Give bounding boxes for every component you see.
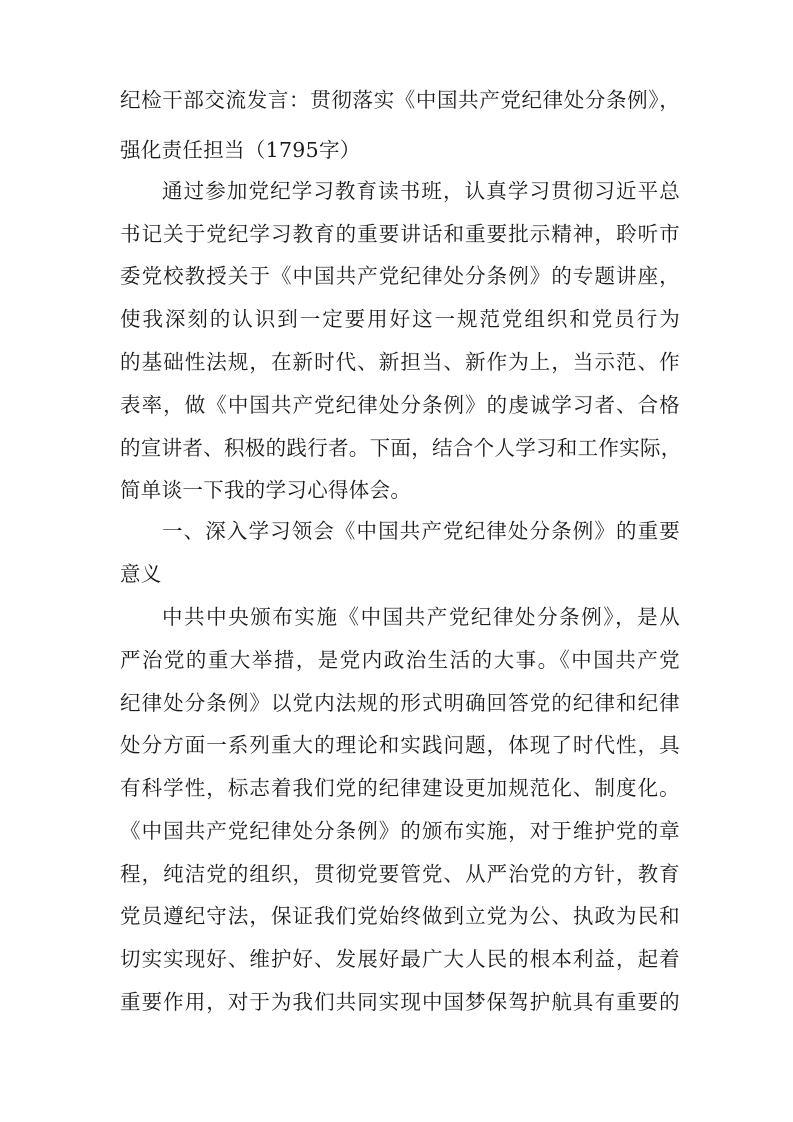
paragraph-line: 切实实现好、维护好、发展好最广大人民的根本利益，起着 <box>120 947 680 971</box>
heading-line: 意义 <box>120 562 162 586</box>
paragraph-line: 重要作用，对于为我们共同实现中国梦保驾护航具有重要的 <box>120 990 680 1014</box>
paragraph-line: 有科学性，标志着我们党的纪律建设更加规范化、制度化。 <box>120 776 680 800</box>
paragraph-line: 使我深刻的认识到一定要用好这一规范党组织和党员行为 <box>120 307 680 331</box>
title-line: 纪检干部交流发言：贯彻落实《中国共产党纪律处分条例》， <box>120 88 680 112</box>
paragraph-line: 严治党的重大举措，是党内政治生活的大事。《中国共产党 <box>120 648 680 672</box>
paragraph-line: 处分方面一系列重大的理论和实践问题，体现了时代性，具 <box>120 733 680 757</box>
paragraph-line: 纪律处分条例》以党内法规的形式明确回答党的纪律和纪律 <box>120 691 680 715</box>
paragraph-line: 表率，做《中国共产党纪律处分条例》的虔诚学习者、合格 <box>120 393 680 417</box>
paragraph-line: 中共中央颁布实施《中国共产党纪律处分条例》，是从 <box>162 605 680 629</box>
paragraph-line: 程，纯洁党的组织，贯彻党要管党、从严治党的方针，教育 <box>120 862 680 886</box>
paragraph-line: 书记关于党纪学习教育的重要讲话和重要批示精神，聆听市 <box>120 222 680 246</box>
paragraph-line: 通过参加党纪学习教育读书班，认真学习贯彻习近平总 <box>162 179 680 203</box>
paragraph-line: 《中国共产党纪律处分条例》的颁布实施，对于维护党的章 <box>120 819 680 843</box>
paragraph-line: 党员遵纪守法，保证我们党始终做到立党为公、执政为民和 <box>120 904 680 928</box>
paragraph-line: 委党校教授关于《中国共产党纪律处分条例》的专题讲座， <box>120 264 680 288</box>
heading-line: 一、深入学习领会《中国共产党纪律处分条例》的重要 <box>162 519 680 543</box>
paragraph-line: 的基础性法规，在新时代、新担当、新作为上，当示范、作 <box>120 350 680 374</box>
paragraph-line: 简单谈一下我的学习心得体会。 <box>120 478 412 502</box>
paragraph-line: 的宣讲者、积极的践行者。下面，结合个人学习和工作实际， <box>120 436 682 460</box>
title-line: 强化责任担当（1795字） <box>120 138 361 162</box>
